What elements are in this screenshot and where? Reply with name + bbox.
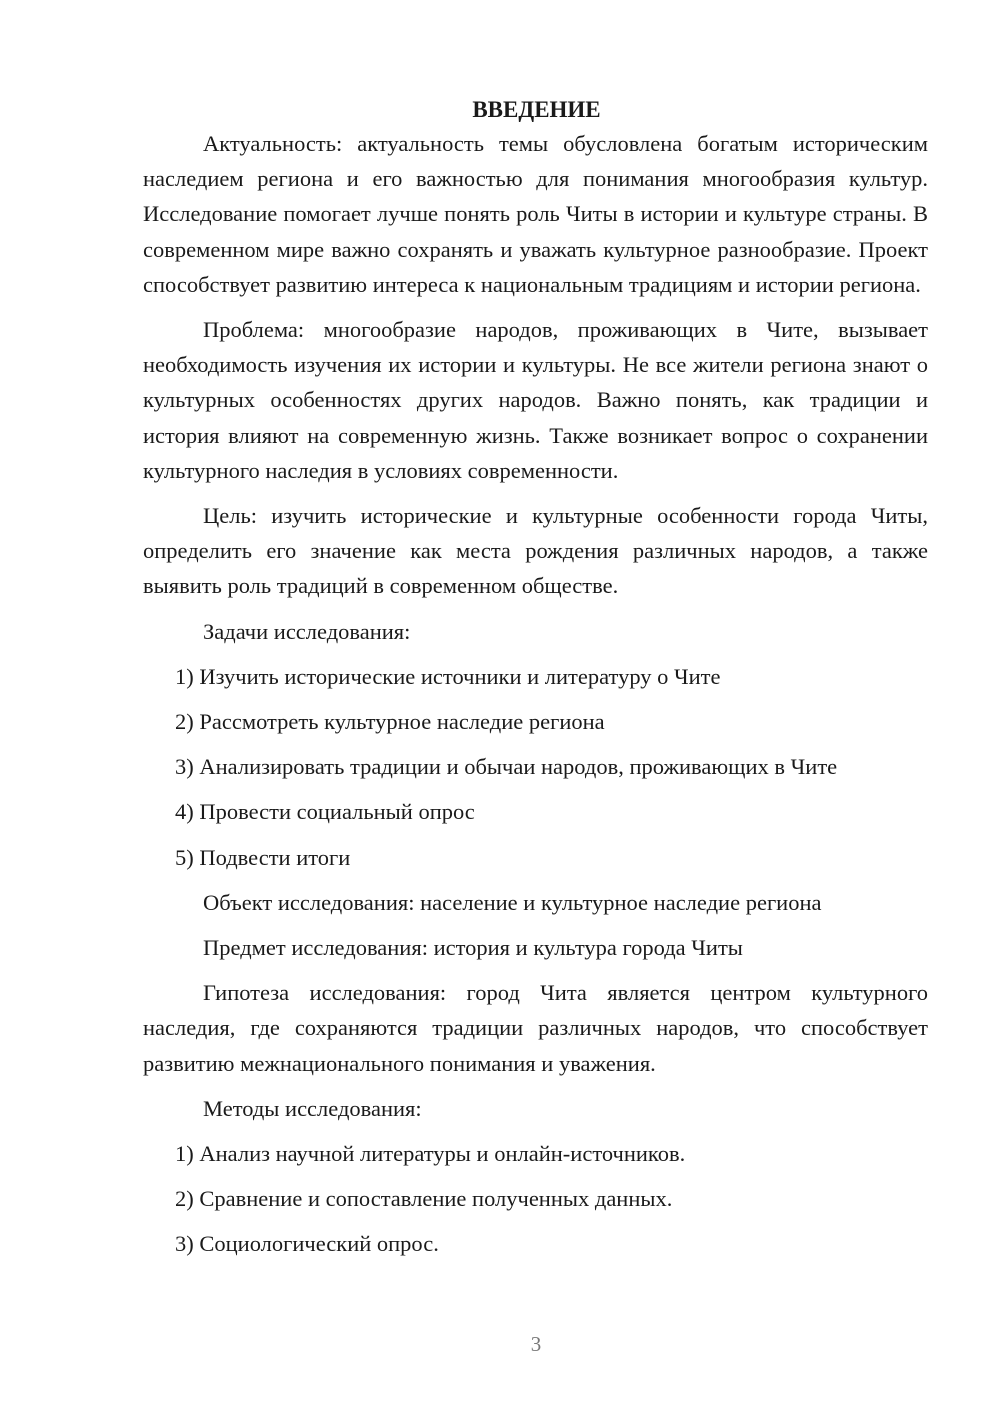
- method-item-2: 2) Сравнение и сопоставление полученных данных.: [175, 1186, 673, 1212]
- tasks-heading: Задачи исследования:: [203, 618, 411, 644]
- object-line: Объект исследования: население и культурное наследие региона: [203, 889, 822, 915]
- goal-paragraph: Цель: изучить исторические и культурные особенности города Читы, определить его значение как места рождения различных народов, а также выявить роль традиций в современном обществе.: [143, 503, 928, 599]
- actuality-paragraph: Актуальность: актуальность темы обусловлена богатым историческим наследием региона и его важностью для понимания многообразия культур. Исследование помогает лучше понять роль Читы в истории и культуре страны. В современном мире важно сохранять и уважать культурное разнообразие. Проект способствует развитию интереса к национальным традициям и истории региона.: [143, 131, 928, 297]
- hypothesis-paragraph: Гипотеза исследования: город Чита является центром культурного наследия, где сохраняются традиции различных народов, что способствует развитию межнационального понимания и уважения.: [143, 980, 928, 1076]
- task-item-4: 4) Провести социальный опрос: [175, 799, 475, 825]
- subject-line: Предмет исследования: история и культура города Читы: [203, 935, 743, 961]
- page-number: 3: [530, 1332, 542, 1356]
- method-item-3: 3) Социологический опрос.: [175, 1231, 439, 1257]
- task-item-5: 5) Подвести итоги: [175, 844, 351, 870]
- document-page: [143, 92, 928, 1272]
- method-item-1: 1) Анализ научной литературы и онлайн-источников.: [175, 1141, 686, 1167]
- task-item-3: 3) Анализировать традиции и обычаи народов, проживающих в Чите: [175, 754, 838, 780]
- problem-paragraph: Проблема: многообразие народов, проживающих в Чите, вызывает необходимость изучения их истории и культуры. Не все жители региона знают о культурных особенностях других народов. Важно понять, как традиции и история влияют на современную жизнь. Также возникает вопрос о сохранении культурного наследия в условиях современности.: [143, 317, 928, 483]
- task-item-2: 2) Рассмотреть культурное наследие региона: [175, 709, 605, 735]
- task-item-1: 1) Изучить исторические источники и литературу о Чите: [175, 663, 721, 689]
- methods-heading: Методы исследования:: [203, 1095, 422, 1121]
- document-title: ВВЕДЕНИЕ: [472, 97, 601, 122]
